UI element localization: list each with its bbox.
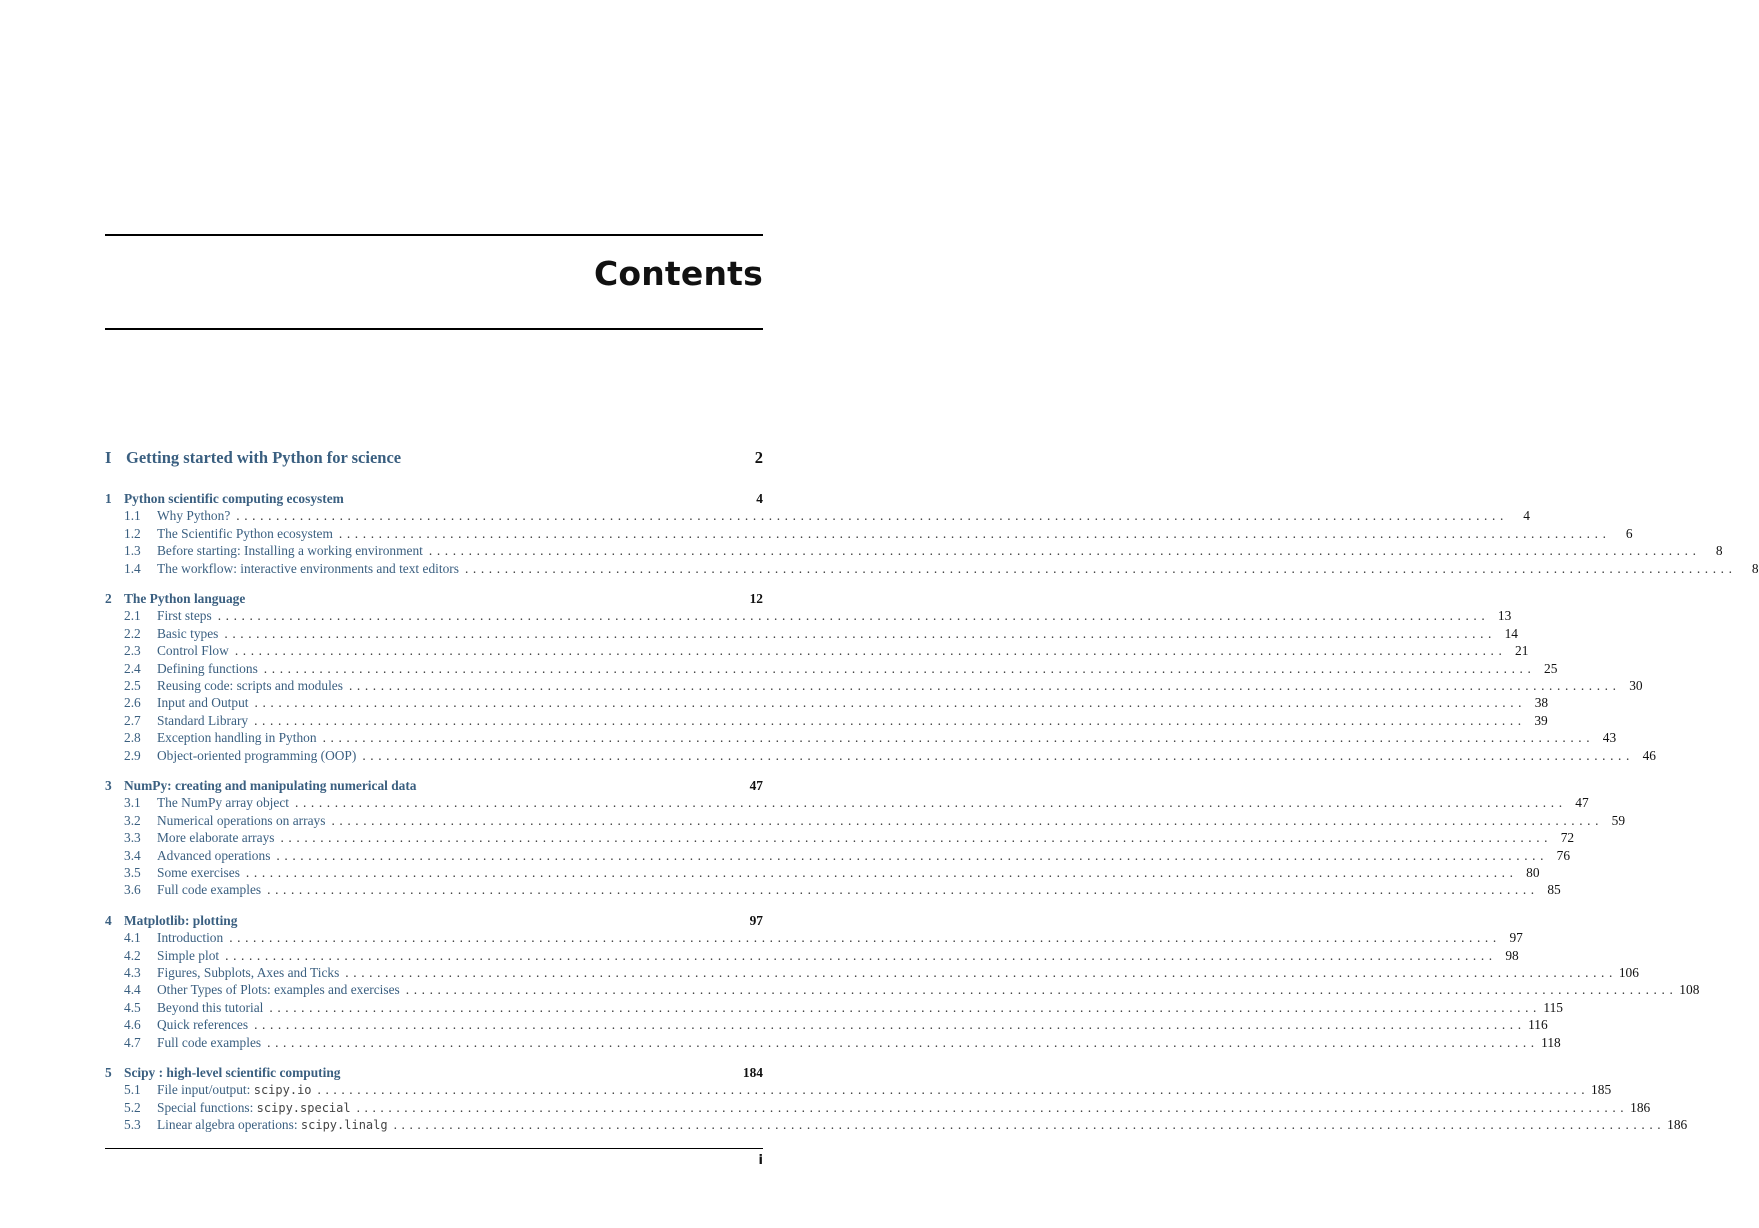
toc-section-entry[interactable] <box>105 999 1563 1016</box>
toc-section-entry[interactable] <box>105 712 1548 729</box>
toc-page-number: 30 <box>1629 678 1643 693</box>
toc-dot-leader: ................................................................................................................................................................ <box>254 1017 1526 1033</box>
toc-entry-number: I <box>105 448 112 467</box>
toc-dot-leader: ................................................................................................................................................................ <box>393 1117 1666 1133</box>
toc-entry-title-text: The workflow: interactive environments and text editors <box>157 560 459 576</box>
toc-entry-number: 4.3 <box>124 965 141 980</box>
toc-entry-number: 4.1 <box>124 930 141 946</box>
toc-section-entry[interactable] <box>105 747 1656 764</box>
toc-entry-title-text: Quick references <box>157 1017 249 1033</box>
toc-page-number: 116 <box>1528 1017 1548 1033</box>
toc-section-entry[interactable] <box>105 1116 1688 1133</box>
toc-entry-title <box>157 747 356 764</box>
toc-entry-title-text: Python scientific computing ecosystem <box>124 491 344 506</box>
toc-dot-leader: ................................................................................................................................................................ <box>229 930 1501 946</box>
toc-section-entry[interactable] <box>105 864 1540 881</box>
toc-entry-title-text: Input and Output <box>157 695 249 711</box>
toc-entry-number: 5 <box>105 1065 112 1080</box>
toc-page-number: 6 <box>1625 525 1633 541</box>
toc-entry-title-text: Getting started with Python for science <box>126 448 402 467</box>
toc-entry-title-text: Full code examples <box>157 1034 262 1050</box>
toc-section-entry[interactable] <box>105 947 1519 964</box>
toc-section-entry[interactable] <box>105 1099 1651 1116</box>
toc-entry-number: 2.5 <box>124 678 141 693</box>
toc-entry-title-text: The Python language <box>124 591 246 606</box>
toc-entry-number: 1 <box>105 491 112 506</box>
toc-dot-leader: ................................................................................................................................................................ <box>356 1099 1629 1115</box>
toc-entry-title-text: Simple plot <box>157 947 220 963</box>
toc-entry-number: 1.4 <box>124 560 141 576</box>
toc-dot-leader: ................................................................................................................................................................ <box>338 525 1611 541</box>
toc-entry-number: 4 <box>105 912 112 928</box>
toc-dot-leader: ................................................................................................................................................................ <box>254 712 1526 728</box>
toc-entry-title-text: Before starting: Installing a working environment <box>157 543 423 559</box>
toc-entry-title-text: Standard Library <box>157 712 249 728</box>
toc-entry-title-text: Matplotlib: plotting <box>124 912 238 928</box>
toc-page-number: 118 <box>1541 1034 1561 1050</box>
toc-section-entry[interactable] <box>105 729 1617 746</box>
toc-entry-title-text: File input/output: <box>157 1082 254 1098</box>
toc-entry-title-text: Basic types <box>157 625 219 641</box>
toc-page-number: 76 <box>1556 847 1571 863</box>
toc-entry-title <box>157 1034 261 1051</box>
toc-entry-title <box>157 964 339 981</box>
toc-section-entry[interactable] <box>105 1034 1561 1051</box>
toc-entry-number: 4.2 <box>124 947 141 963</box>
toc-entry-number: 3 <box>105 778 112 793</box>
toc-page-number: 80 <box>1526 865 1540 880</box>
toc-entry-title <box>157 694 249 711</box>
toc-dot-leader: ................................................................................................................................................................ <box>317 1082 1590 1098</box>
toc-entry-title <box>157 812 325 829</box>
toc-entry-number: 2.1 <box>124 608 141 624</box>
toc-entry-title <box>157 660 258 677</box>
toc-entry-number: 4.7 <box>124 1034 141 1050</box>
toc-entry-title <box>157 1081 312 1099</box>
toc-page-number: 98 <box>1505 947 1519 963</box>
toc-section-entry[interactable] <box>105 881 1561 898</box>
toc-section-entry[interactable] <box>105 642 1529 659</box>
toc-entry-title <box>157 929 223 946</box>
toc-section-entry[interactable] <box>105 929 1523 946</box>
toc-dot-leader: ................................................................................................................................................................ <box>464 560 1737 576</box>
toc-section-entry[interactable] <box>105 812 1626 829</box>
toc-entry-title-text: Numerical operations on arrays <box>157 812 326 828</box>
toc-entry-title-text: Defining functions <box>157 660 258 676</box>
toc-entry-number: 3.4 <box>124 847 141 863</box>
toc-entry-number: 2.7 <box>124 712 141 728</box>
toc-section-entry[interactable] <box>105 542 1723 559</box>
toc-section-entry[interactable] <box>105 677 1643 694</box>
toc-section-entry[interactable] <box>105 694 1549 711</box>
toc-entry-title <box>157 642 229 659</box>
toc-dot-leader: ................................................................................................................................................................ <box>217 608 1490 624</box>
toc-entry-title <box>124 1064 340 1081</box>
toc-entry-title <box>157 560 459 577</box>
toc-entry-number: 4.4 <box>124 982 141 998</box>
toc-page-number: 2 <box>754 448 763 467</box>
toc-section-entry[interactable] <box>105 660 1558 677</box>
toc-entry-title <box>157 607 212 624</box>
toc-entry-number: 3.2 <box>124 812 141 828</box>
toc-entry-title-text: Beyond this tutorial <box>157 999 264 1015</box>
toc-section-entry[interactable] <box>105 847 1571 864</box>
toc-entry-title <box>157 525 333 542</box>
toc-page-number: 97 <box>1509 930 1523 946</box>
toc-dot-leader: ................................................................................................................................................................ <box>225 947 1497 963</box>
toc-entry-title <box>124 590 245 607</box>
toc-section-entry[interactable] <box>105 1081 1612 1098</box>
toc-page-number: 21 <box>1515 643 1529 659</box>
toc-entry-title <box>157 847 270 864</box>
toc-page-number: 47 <box>749 778 763 793</box>
toc-entry-title-text: Introduction <box>157 930 224 946</box>
toc-part-entry[interactable] <box>105 447 763 469</box>
toc-page-number: 59 <box>1611 812 1626 828</box>
toc-page-number: 8 <box>1751 560 1759 576</box>
toc-entry-title <box>157 1016 248 1033</box>
toc-entry-title <box>157 829 274 846</box>
toc-dot-leader: ................................................................................................................................................................ <box>322 730 1595 746</box>
toc-page-number: 14 <box>1504 625 1518 641</box>
toc-page-number: 8 <box>1715 543 1723 559</box>
toc-entry-title-text: Scipy : high-level scientific computing <box>124 1065 341 1080</box>
toc-page-number: 97 <box>749 912 763 928</box>
toc-page-number: 4 <box>756 491 763 506</box>
toc-entry-title-text: Why Python? <box>157 508 231 524</box>
toc-entry-number: 5.2 <box>124 1099 141 1115</box>
toc-dot-leader: ................................................................................................................................................................ <box>269 999 1541 1015</box>
toc-entry-number: 5.3 <box>124 1117 141 1133</box>
toc-entry-number: 3.3 <box>124 830 141 846</box>
toc-entry-title <box>124 490 344 507</box>
toc-entry-number: 5.1 <box>124 1082 141 1098</box>
toc-page-number: 46 <box>1642 747 1656 763</box>
toc-entry-number: 2.4 <box>124 660 141 676</box>
toc-entry-title <box>157 507 230 524</box>
toc-entry-title <box>157 864 240 881</box>
toc-page-number: 12 <box>749 591 763 606</box>
footer-page-number: i <box>758 1153 763 1168</box>
toc-entry-title-text: The NumPy array object <box>157 795 290 811</box>
toc-entry-number: 2.3 <box>124 643 141 659</box>
toc-entry-title <box>157 729 317 746</box>
toc-dot-leader: ................................................................................................................................................................ <box>348 678 1621 693</box>
toc-entry-title <box>157 999 263 1016</box>
toc-page-number: 108 <box>1679 982 1700 998</box>
toc-entry-title <box>157 947 219 964</box>
toc-dot-leader: ................................................................................................................................................................ <box>405 982 1678 998</box>
toc-entry-title-text: More elaborate arrays <box>157 830 275 846</box>
toc-dot-leader: ................................................................................................................................................................ <box>234 643 1507 659</box>
toc-entry-title <box>157 1116 388 1134</box>
toc-page-number: 13 <box>1497 608 1512 624</box>
footer-rule <box>105 1148 763 1149</box>
toc-section-entry[interactable] <box>105 607 1512 624</box>
toc-dot-leader: ................................................................................................................................................................ <box>280 830 1553 846</box>
toc-page-number: 115 <box>1543 999 1563 1015</box>
toc-entry-title-text: Exception handling in Python <box>157 730 317 746</box>
toc-dot-leader: ................................................................................................................................................................ <box>236 508 1508 524</box>
toc-entry-title <box>157 981 400 998</box>
toc-entry-title-text: Full code examples <box>157 882 262 898</box>
page-title: Contents <box>593 254 763 293</box>
toc-entry-number: 3.5 <box>124 865 141 880</box>
toc-dot-leader: ................................................................................................................................................................ <box>295 795 1567 811</box>
toc-entry-number: 2.6 <box>124 695 141 711</box>
toc-entry-number: 2 <box>105 591 112 606</box>
toc-entry-number: 2.8 <box>124 730 141 746</box>
toc-dot-leader: ................................................................................................................................................................ <box>276 847 1549 863</box>
title-bottom-rule <box>105 328 763 330</box>
toc-page-number: 186 <box>1630 1099 1651 1115</box>
toc-entry-title <box>126 447 401 469</box>
toc-dot-leader: ................................................................................................................................................................ <box>267 1034 1539 1050</box>
toc-entry-module-name: scipy.linalg <box>300 1118 388 1133</box>
toc-page-number: 72 <box>1560 830 1575 846</box>
toc-page-number: 25 <box>1544 660 1558 676</box>
top-rule <box>105 234 763 236</box>
toc-page-number: 43 <box>1602 730 1617 746</box>
toc-entry-title-text: Reusing code: scripts and modules <box>157 678 343 693</box>
toc-entry-number: 1.3 <box>124 543 141 559</box>
toc-entry-title-text: First steps <box>157 608 212 624</box>
toc-section-entry[interactable] <box>105 525 1633 542</box>
toc-chapter-entry[interactable] <box>105 490 763 507</box>
toc-entry-number: 4.6 <box>124 1017 141 1033</box>
toc-dot-leader: ................................................................................................................................................................ <box>331 812 1604 828</box>
toc-page-number: 184 <box>742 1065 763 1080</box>
toc-section-entry[interactable] <box>105 964 1639 981</box>
toc-dot-leader: ................................................................................................................................................................ <box>345 965 1617 980</box>
toc-dot-leader: ................................................................................................................................................................ <box>224 625 1496 641</box>
toc-entry-title <box>124 777 417 794</box>
toc-entry-title <box>157 625 218 642</box>
toc-section-entry[interactable] <box>105 794 1589 811</box>
toc-entry-title-text: Figures, Subplots, Axes and Ticks <box>157 965 340 980</box>
toc-entry-number: 3.1 <box>124 795 141 811</box>
toc-dot-leader: ................................................................................................................................................................ <box>362 747 1634 763</box>
toc-entry-title-text: Special functions: <box>157 1099 257 1115</box>
toc-section-entry[interactable] <box>105 981 1700 998</box>
toc-entry-title-text: Some exercises <box>157 865 240 880</box>
toc-page-number: 186 <box>1667 1117 1688 1133</box>
toc-dot-leader: ................................................................................................................................................................ <box>245 865 1518 880</box>
toc-entry-title <box>157 542 423 559</box>
toc-section-entry[interactable] <box>105 1016 1548 1033</box>
toc-section-entry[interactable] <box>105 829 1575 846</box>
toc-entry-title <box>157 1099 351 1117</box>
toc-entry-number: 1.2 <box>124 525 141 541</box>
toc-entry-number: 4.5 <box>124 999 141 1015</box>
toc-page-number: 47 <box>1575 795 1589 811</box>
toc-entry-number: 2.2 <box>124 625 141 641</box>
toc-page-number: 106 <box>1618 965 1639 980</box>
toc-entry-title <box>157 712 248 729</box>
toc-dot-leader: ................................................................................................................................................................ <box>428 543 1701 559</box>
toc-entry-title-text: The Scientific Python ecosystem <box>157 525 333 541</box>
toc-section-entry[interactable] <box>105 507 1530 524</box>
toc-dot-leader: ................................................................................................................................................................ <box>267 882 1539 898</box>
toc-entry-module-name: scipy.io <box>253 1083 312 1098</box>
toc-entry-number: 3.6 <box>124 882 141 898</box>
toc-entry-title <box>124 912 237 929</box>
toc-entry-title-text: NumPy: creating and manipulating numerical data <box>124 778 417 793</box>
toc-page-number: 4 <box>1523 508 1530 524</box>
toc-page-number: 38 <box>1534 695 1549 711</box>
toc-page-number: 185 <box>1591 1082 1612 1098</box>
toc-entry-module-name: scipy.special <box>256 1100 351 1115</box>
toc-page-number: 39 <box>1534 712 1548 728</box>
toc-entry-number: 1.1 <box>124 508 141 524</box>
toc-entry-title-text: Other Types of Plots: examples and exercises <box>157 982 400 998</box>
toc-chapter-entry[interactable] <box>105 1064 763 1081</box>
toc-entry-number: 2.9 <box>124 747 141 763</box>
toc-entry-title-text: Control Flow <box>157 643 229 659</box>
toc-page-number: 85 <box>1547 882 1561 898</box>
toc-entry-title-text: Advanced operations <box>157 847 271 863</box>
toc-entry-title <box>157 677 343 694</box>
toc-dot-leader: ................................................................................................................................................................ <box>263 660 1536 676</box>
toc-entry-title-text: Object-oriented programming (OOP) <box>157 747 357 763</box>
toc-entry-title <box>157 881 261 898</box>
toc-chapter-entry[interactable] <box>105 912 763 929</box>
toc-entry-title <box>157 794 289 811</box>
toc-chapter-entry[interactable] <box>105 777 763 794</box>
toc-section-entry[interactable] <box>105 560 1759 577</box>
toc-chapter-entry[interactable] <box>105 590 763 607</box>
toc-section-entry[interactable] <box>105 625 1518 642</box>
toc-dot-leader: ................................................................................................................................................................ <box>254 695 1527 711</box>
toc-entry-title-text: Linear algebra operations: <box>157 1117 301 1133</box>
